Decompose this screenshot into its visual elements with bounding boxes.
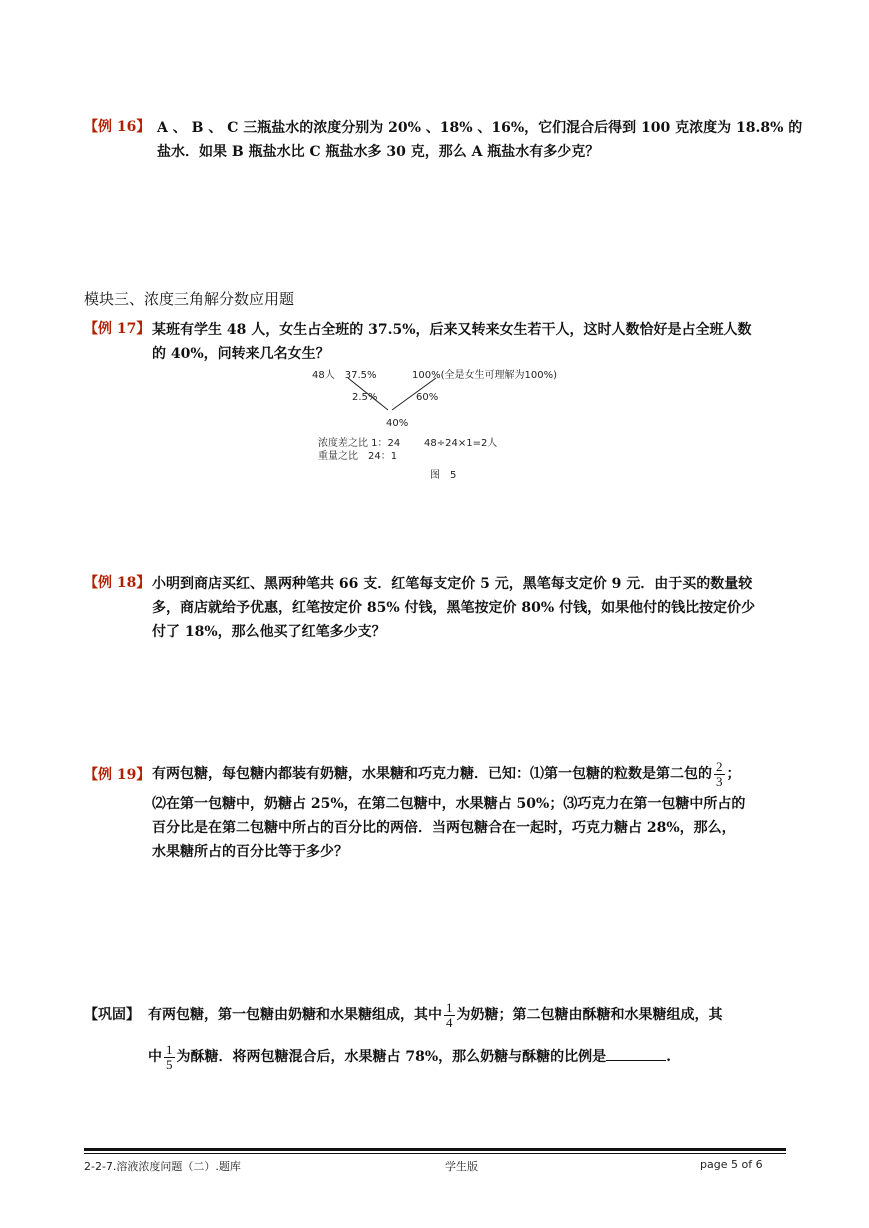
example-18-line-1: 小明到商店买红、黑两种笔共 66 支．红笔每支定价 5 元，黑笔每支定价 9 元．由于买的数量较	[152, 576, 753, 592]
figure-caption: 图 5	[430, 470, 457, 481]
example-17-line-2: 的 40%，问转来几名女生？	[152, 346, 330, 362]
example-16-line-1: A 、 B 、 C 三瓶盐水的浓度分别为 20% 、18% 、16%，它们混合后得到 100 克浓度为 18.8% 的	[157, 120, 803, 136]
footer-rule-thick	[84, 1148, 786, 1151]
example-16-text	[157, 116, 803, 164]
consolidate-line-1-text: 有两包糖，第一包糖由奶糖和水果糖组成，其中	[148, 1007, 442, 1023]
footer-edition: 学生版	[445, 1160, 478, 1173]
example-17-text	[152, 318, 797, 366]
figure-top-right-label: 100%(全是女生可理解为100%)	[412, 370, 557, 381]
figure-ratio-calculation: 48÷24×1=2人	[424, 438, 498, 449]
example-16-line-2: 盐水．如果 B 瓶盐水比 C 瓶盐水多 30 克，那么 A 瓶盐水有多少克？	[157, 144, 600, 160]
example-19-text	[152, 756, 797, 864]
fraction-denominator: 3	[716, 773, 723, 789]
fraction-one-fifth	[164, 1043, 175, 1072]
consolidate-line-2-end: .	[666, 1049, 672, 1065]
fraction-two-thirds	[714, 760, 725, 789]
example-17-line-1: 某班有学生 48 人，女生占全班的 37.5%，后来又转来女生若干人，这时人数恰好是占全班人数	[152, 322, 752, 338]
example-19-line-1-end: ；	[726, 766, 741, 782]
consolidate-line-1	[148, 996, 798, 1034]
footer-title: 2-2-7.溶液浓度问题（二）.题库	[84, 1160, 241, 1173]
fraction-denominator: 5	[166, 1056, 173, 1072]
example-19-line-2: ⑵在第一包糖中，奶糖占 25%，在第二包糖中，水果糖占 50%；⑶巧克力在第一包糖中所占的	[152, 796, 746, 812]
section-3-title: 模块三、浓度三角解分数应用题	[84, 290, 295, 308]
footer-rule-thin	[84, 1153, 786, 1154]
consolidate-tag: 【巩固】	[84, 1007, 140, 1023]
consolidate-line-2-text: 为酥糖．将两包糖混合后，水果糖占 78%，那么奶糖与酥糖的比例是	[176, 1049, 607, 1065]
concentration-triangle-figure	[300, 360, 600, 480]
example-17-tag: 【例 17】	[84, 321, 151, 337]
figure-mid-left-label: 2.5%	[352, 392, 378, 403]
fraction-numerator: 2	[716, 758, 723, 774]
answer-blank[interactable]	[606, 1046, 666, 1061]
example-19-line-1-text: 有两包糖，每包糖内都装有奶糖，水果糖和巧克力糖．已知：⑴第一包糖的粒数是第二包的	[152, 766, 712, 782]
figure-ratio-concentration: 浓度差之比 1：24	[318, 438, 401, 449]
figure-mid-right-label: 60%	[416, 392, 439, 403]
figure-ratio-weight: 重量之比 24：1	[318, 451, 398, 462]
consolidate-line-2	[148, 1038, 798, 1076]
example-18-line-2: 多，商店就给予优惠，红笔按定价 85% 付钱，黑笔按定价 80% 付钱，如果他付的钱比按定价少	[152, 600, 756, 616]
footer-page-number: page 5 of 6	[700, 1158, 763, 1171]
example-19-tag: 【例 19】	[84, 767, 151, 783]
example-19-line-3: 百分比是在第二包糖中所占的百分比的两倍．当两包糖合在一起时，巧克力糖占 28%，那么，	[152, 820, 736, 836]
figure-bottom-label: 40%	[386, 418, 409, 429]
figure-top-left-label: 48人 37.5%	[312, 370, 377, 381]
example-19-line-1	[152, 756, 797, 792]
fraction-denominator: 4	[446, 1014, 453, 1030]
fraction-numerator: 1	[166, 1041, 173, 1057]
example-18-text	[152, 572, 797, 644]
consolidate-line-2-start: 中	[148, 1049, 162, 1065]
fraction-numerator: 1	[446, 999, 453, 1015]
consolidate-text	[148, 996, 798, 1076]
example-18-tag: 【例 18】	[84, 575, 151, 591]
example-16-tag: 【例 16】	[84, 119, 151, 135]
example-19-line-4: 水果糖所占的百分比等于多少？	[152, 844, 348, 860]
example-18-line-3: 付了 18%，那么他买了红笔多少支？	[152, 624, 386, 640]
consolidate-line-1-end: 为奶糖；第二包糖由酥糖和水果糖组成，其	[456, 1007, 723, 1023]
fraction-one-quarter	[444, 1001, 455, 1030]
